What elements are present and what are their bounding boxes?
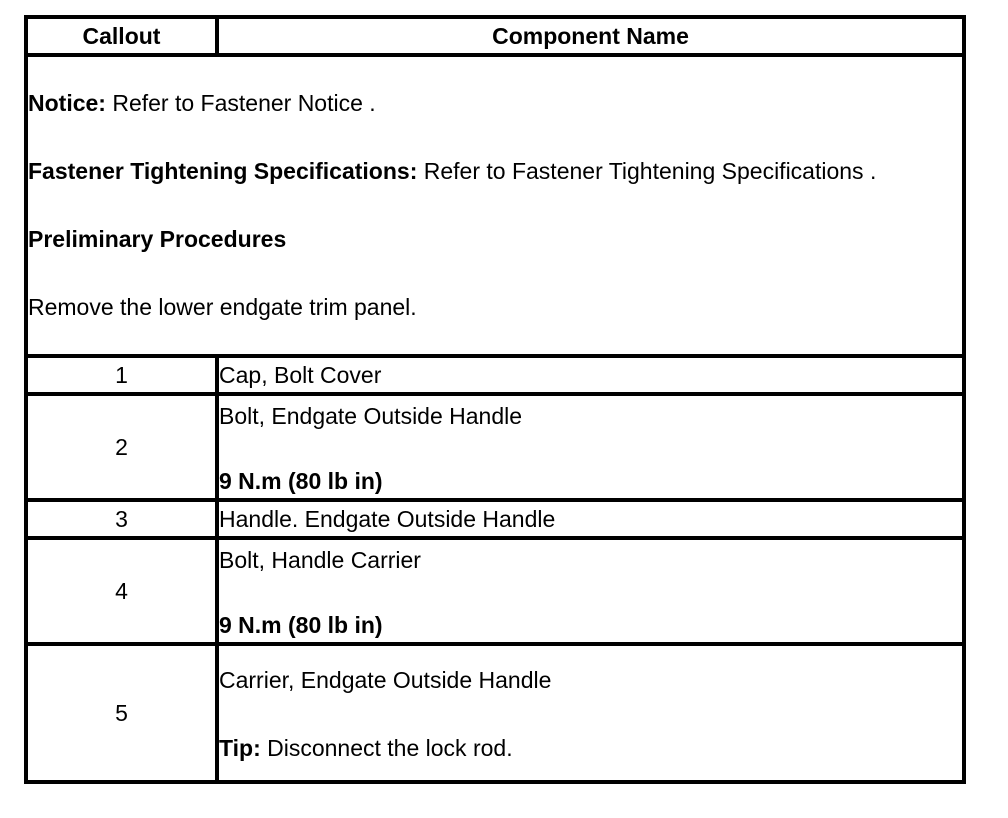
callout-cell: 2 — [26, 394, 217, 500]
spacer — [219, 574, 962, 612]
notice-text: Refer to Fastener Notice . — [105, 90, 376, 116]
table-row — [26, 538, 964, 644]
callout-cell: 5 — [26, 644, 217, 782]
torque-spec: 9 N.m (80 lb in) — [219, 611, 383, 638]
callout-cell: 3 — [26, 500, 217, 538]
table-row — [26, 394, 964, 500]
component-name: Handle. Endgate Outside Handle — [219, 505, 556, 532]
component-cell — [217, 394, 964, 500]
tip-text: Disconnect the lock rod. — [260, 735, 513, 761]
table-row — [26, 356, 964, 394]
component-table — [24, 15, 966, 784]
fastener-text: Refer to Fastener Tightening Specifications . — [417, 158, 877, 184]
component-name: Bolt, Handle Carrier — [219, 546, 421, 573]
component-cell — [217, 356, 964, 394]
tip-paragraph — [219, 732, 962, 762]
notes-row — [26, 55, 964, 356]
component-name: Carrier, Endgate Outside Handle — [219, 667, 552, 693]
callout-header: Callout — [26, 17, 217, 55]
spacer — [219, 430, 962, 468]
notice-paragraph — [28, 90, 962, 117]
spacer — [28, 117, 962, 158]
component-cell — [217, 538, 964, 644]
spacer — [219, 694, 962, 732]
component-name-header: Component Name — [217, 17, 964, 55]
fastener-paragraph — [28, 158, 962, 185]
fastener-label: Fastener Tightening Specifications: — [28, 158, 418, 184]
component-name: Bolt, Endgate Outside Handle — [219, 402, 523, 429]
component-cell — [217, 644, 964, 782]
torque-spec: 9 N.m (80 lb in) — [219, 467, 383, 494]
tip-label: Tip: — [219, 735, 261, 761]
notice-label: Notice: — [28, 90, 106, 116]
callout-cell: 1 — [26, 356, 217, 394]
spacer — [28, 185, 962, 226]
notes-cell — [26, 55, 964, 356]
spacer — [28, 253, 962, 294]
preliminary-heading: Preliminary Procedures — [28, 226, 287, 252]
component-name: Cap, Bolt Cover — [219, 361, 382, 388]
callout-cell: 4 — [26, 538, 217, 644]
table-row — [26, 500, 964, 538]
component-cell — [217, 500, 964, 538]
table-row — [26, 644, 964, 782]
preliminary-text: Remove the lower endgate trim panel. — [28, 294, 417, 320]
header-row — [26, 17, 964, 55]
